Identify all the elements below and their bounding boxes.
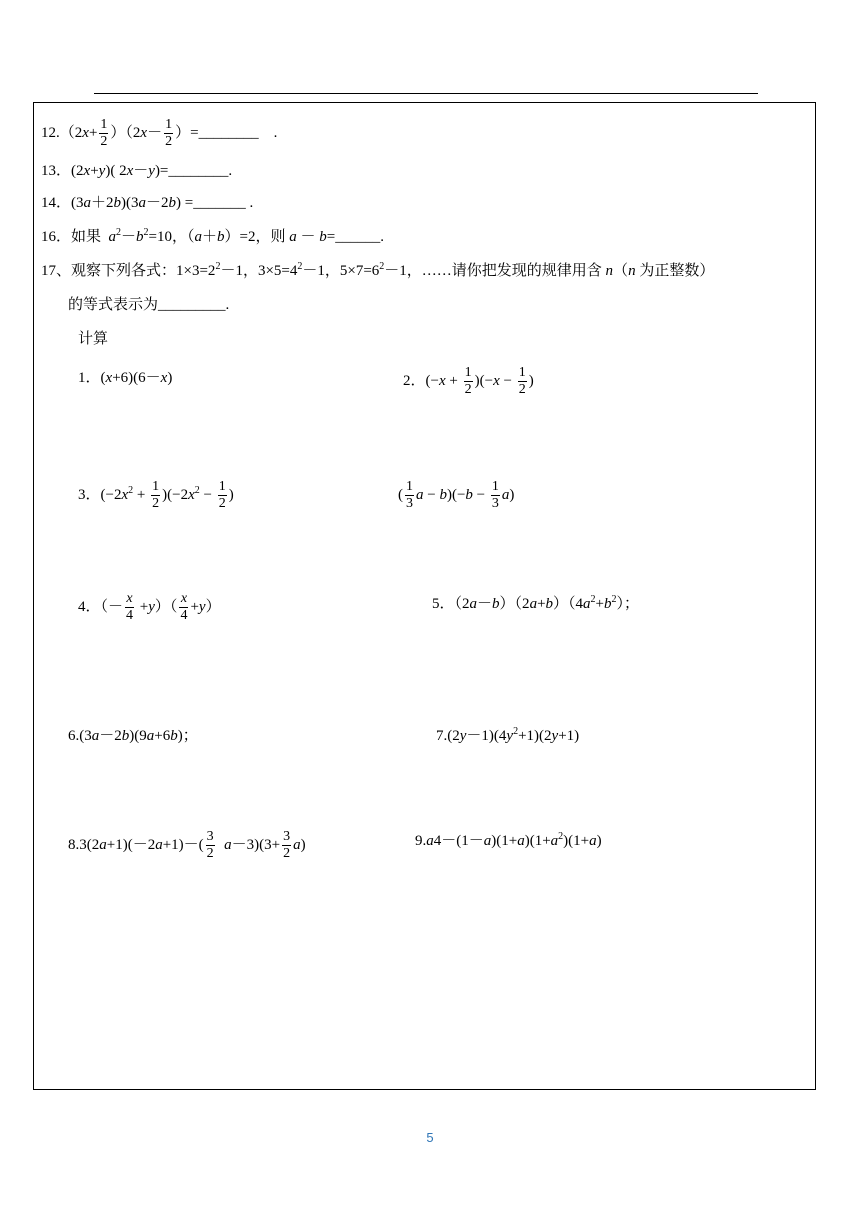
calc-8: 8.3(2a+1)(－2a+1)－( $\frac{3}{2}$ a－3)(3+ $\frac{3}{2}$ a)	[68, 829, 306, 861]
calc-4-label: 4．	[78, 598, 101, 615]
answer-blank: _______	[193, 195, 246, 211]
problem-16-number: 16．	[41, 229, 72, 245]
calc-8-label: 8.3	[68, 836, 87, 853]
answer-blank: ________	[168, 163, 229, 179]
calc-3b: ( $\frac{1}{3}$ a − b)(−b − $\frac{1}{3}$ a)	[398, 479, 515, 511]
calc-1: 1．(x+6)(6－x)	[78, 370, 173, 386]
problem-13-number: 13．	[41, 163, 72, 179]
fraction: $\frac{3}{2}$	[283, 829, 291, 861]
calc-5-label: 5．	[432, 596, 455, 612]
calc-3: 3．($-2x^2$ + $\frac{1}{2}$ )($-2x^2$ − $\frac{1}{2}$ )	[78, 479, 234, 511]
calc-2-label: 2．	[403, 372, 426, 389]
problem-17-line2: 的等式表示为_________.	[68, 297, 230, 313]
calc-9: $9.a4-(1-a)(1+a)(1+a^2)(1+a)$	[415, 831, 602, 849]
fraction: $\frac{1}{3}$	[406, 479, 413, 511]
fraction: $\frac{1}{2}$	[152, 479, 160, 511]
answer-blank: ________	[198, 124, 259, 141]
calc-7: $7.(2y-1)(4y^2+1)(2y+1)$	[436, 726, 580, 744]
problem-17-text2: 的等式表示为	[68, 297, 159, 313]
calc-6-label: 6.	[68, 728, 80, 744]
problem-16: 16．如果 $a^2-b^2=10$，（a＋b）=2，则 a － b=______.	[41, 227, 384, 245]
answer-blank: ______	[335, 229, 381, 245]
calc-9-label: 9.	[415, 833, 427, 849]
problem-14-number: 14．	[41, 195, 72, 211]
calc-3-label: 3．	[78, 486, 101, 503]
fraction: $\frac{1}{2}$	[165, 117, 173, 149]
calc-7-label: 7.	[436, 728, 448, 744]
calc-heading: 计算	[78, 331, 109, 347]
problem-16-then: ，则	[255, 229, 286, 245]
calc-4: 4．（－ $\frac{x}{4}$ +y）（ $\frac{x}{4}$ +y）	[78, 591, 221, 623]
page-number: 5	[426, 1130, 434, 1145]
calc-2: 2．(−x + $\frac{1}{2}$ )(−x − $\frac{1}{2}$ )	[403, 365, 534, 397]
fraction: $\frac{3}{2}$	[206, 829, 214, 861]
problem-14: 14．(3a＋2b)(3a－2b) =_______ .	[41, 195, 254, 211]
header-rule	[94, 93, 758, 94]
fraction: $\frac{1}{2}$	[218, 479, 226, 511]
problem-13: 13．(2x+y)( 2x－y)=________.	[41, 163, 233, 179]
calc-5: 5．$(2a-b)(2a+b)(4a^2+b^2)$；	[432, 594, 640, 612]
fraction: $\frac{x}{4}$	[126, 591, 134, 623]
fraction: $\frac{1}{3}$	[491, 479, 499, 511]
fraction: $\frac{x}{4}$	[180, 591, 188, 623]
problem-12-number: 12.	[41, 124, 60, 141]
problem-12: 12.（2x+ $\frac{1}{2}$ ）（2x－ $\frac{1}{2}$ ）=________ .	[41, 117, 278, 149]
calc-1-label: 1．	[78, 370, 101, 386]
problem-17: 17、观察下列各式：$1\times 3=2^2-1$，$3\times 5=4^2-1$，$5\times 7=6^2-1$，……请你把发现的规律用含 n（n 为正整数）	[41, 261, 715, 279]
calc-6: 6.(3a－2b)(9a+6b)；	[68, 728, 198, 744]
problem-16-text: 如果	[71, 229, 102, 245]
fraction: $\frac{1}{2}$	[518, 365, 526, 397]
fraction: $\frac{1}{2}$	[100, 117, 108, 149]
answer-blank: _________	[158, 297, 226, 313]
fraction: $\frac{1}{2}$	[464, 365, 472, 397]
problem-17-text: 观察下列各式：1×3=2	[71, 263, 216, 279]
problem-17-number: 17、	[41, 263, 72, 279]
